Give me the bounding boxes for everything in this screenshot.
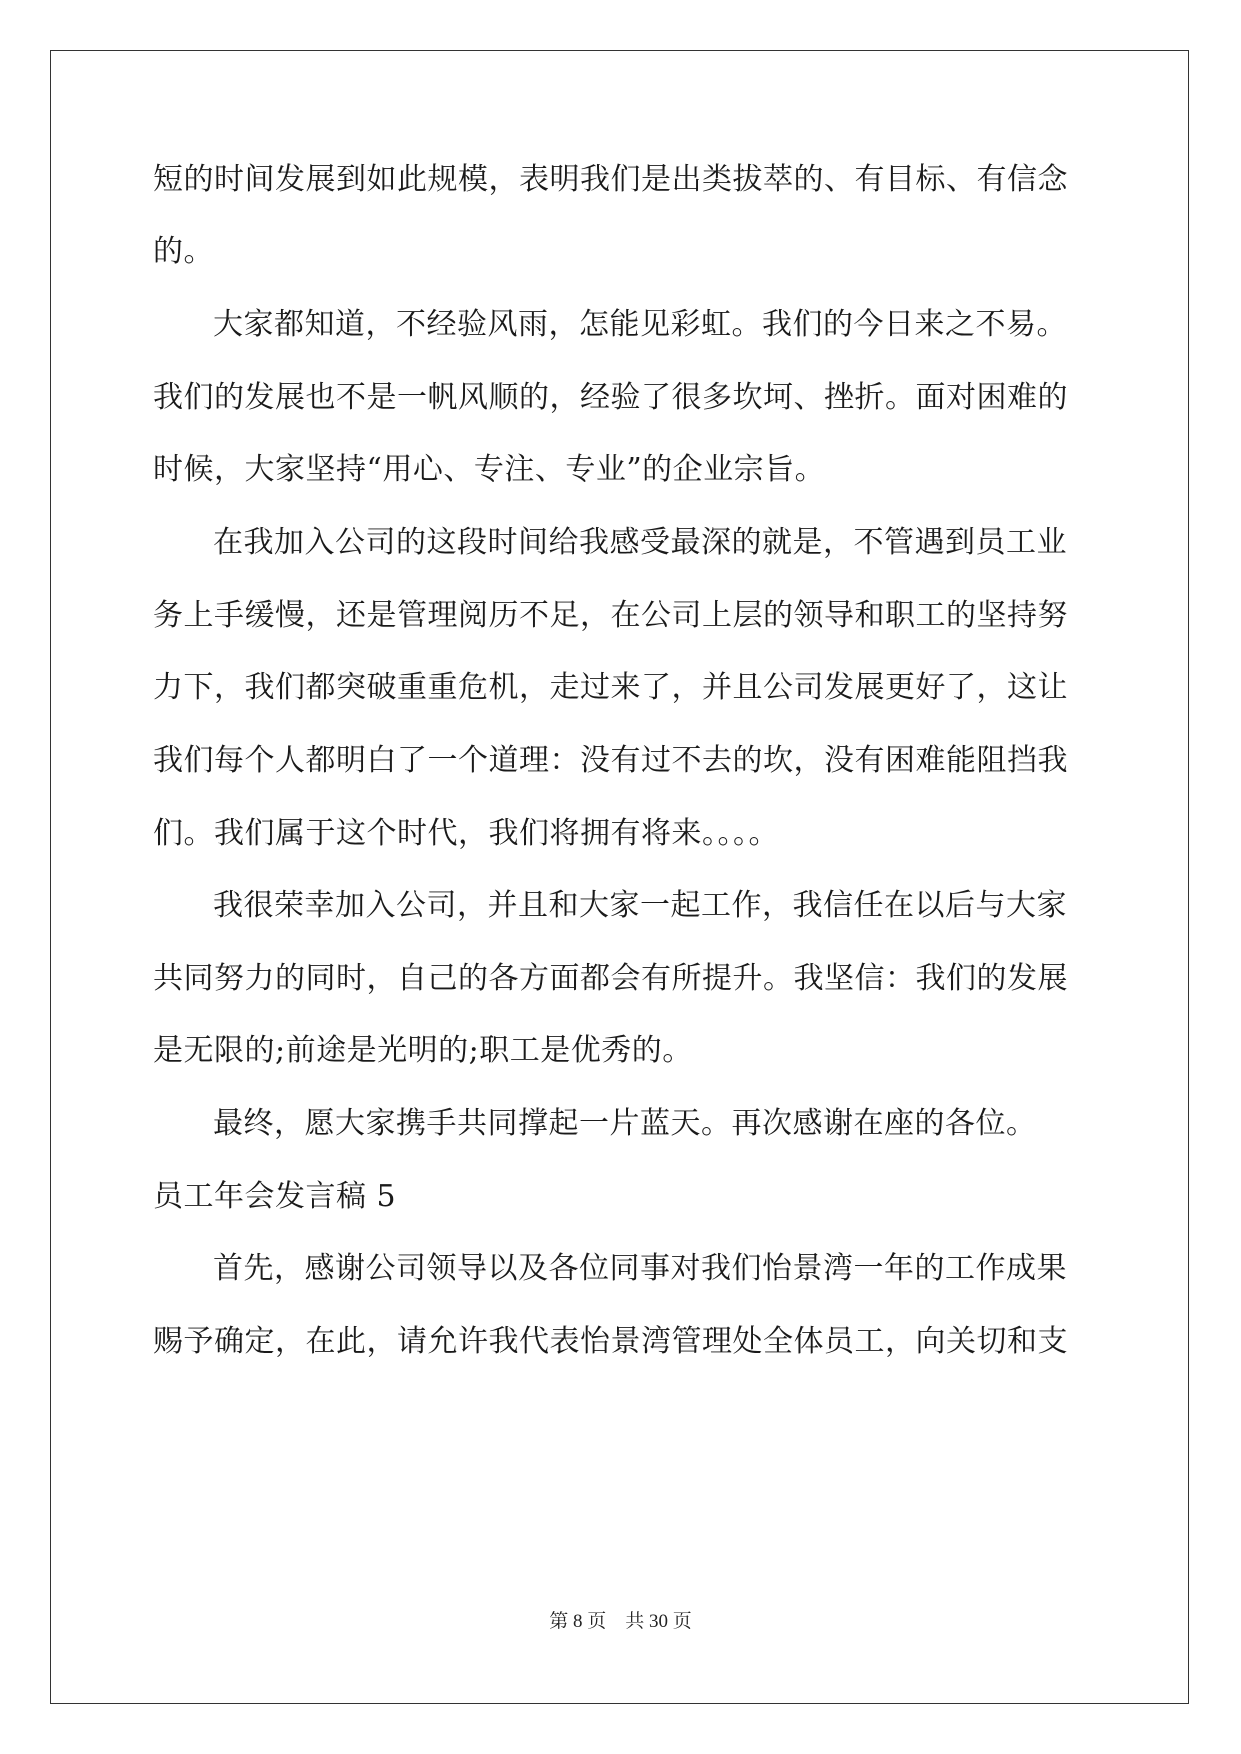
text-line: 赐予确定，在此，请允许我代表怡景湾管理处全体员工，向关切和支 [153,1324,1068,1359]
text-line: 首先，感谢公司领导以及各位同事对我们怡景湾一年的工作成果 [213,1251,1067,1286]
text-line: 我很荣幸加入公司，并且和大家一起工作，我信任在以后与大家 [213,888,1067,923]
text-line: 最终，愿大家携手共同撑起一片蓝天。再次感谢在座的各位。 [213,1106,1037,1141]
text-line: 共同努力的同时，自己的各方面都会有所提升。我坚信：我们的发展 [153,961,1068,996]
text-line: 是无限的;前途是光明的;职工是优秀的。 [153,1033,693,1068]
text-line: 的。 [153,234,214,269]
text-line: 我们的发展也不是一帆风顺的，经验了很多坎坷、挫折。面对困难的 [153,380,1068,415]
text-line: 时候，大家坚持“用心、专注、专业”的企业宗旨。 [153,452,826,487]
text-line: 短的时间发展到如此规模，表明我们是出类拔萃的、有目标、有信念 [153,162,1068,197]
text-line: 在我加入公司的这段时间给我感受最深的就是，不管遇到员工业 [213,525,1067,560]
page-border [50,50,1189,1704]
text-line: 我们每个人都明白了一个道理：没有过不去的坎，没有困难能阻挡我 [153,743,1068,778]
text-line: 们。我们属于这个时代，我们将拥有将来。。。。 [153,816,779,851]
page-number: 第 8 页 共 30 页 [549,1611,692,1632]
section-heading: 员工年会发言稿 5 [153,1179,397,1214]
text-line: 力下，我们都突破重重危机，走过来了，并且公司发展更好了，这让 [153,670,1068,705]
text-line: 大家都知道，不经验风雨，怎能见彩虹。我们的今日来之不易。 [213,307,1067,342]
text-line: 务上手缓慢，还是管理阅历不足，在公司上层的领导和职工的坚持努 [153,598,1068,633]
